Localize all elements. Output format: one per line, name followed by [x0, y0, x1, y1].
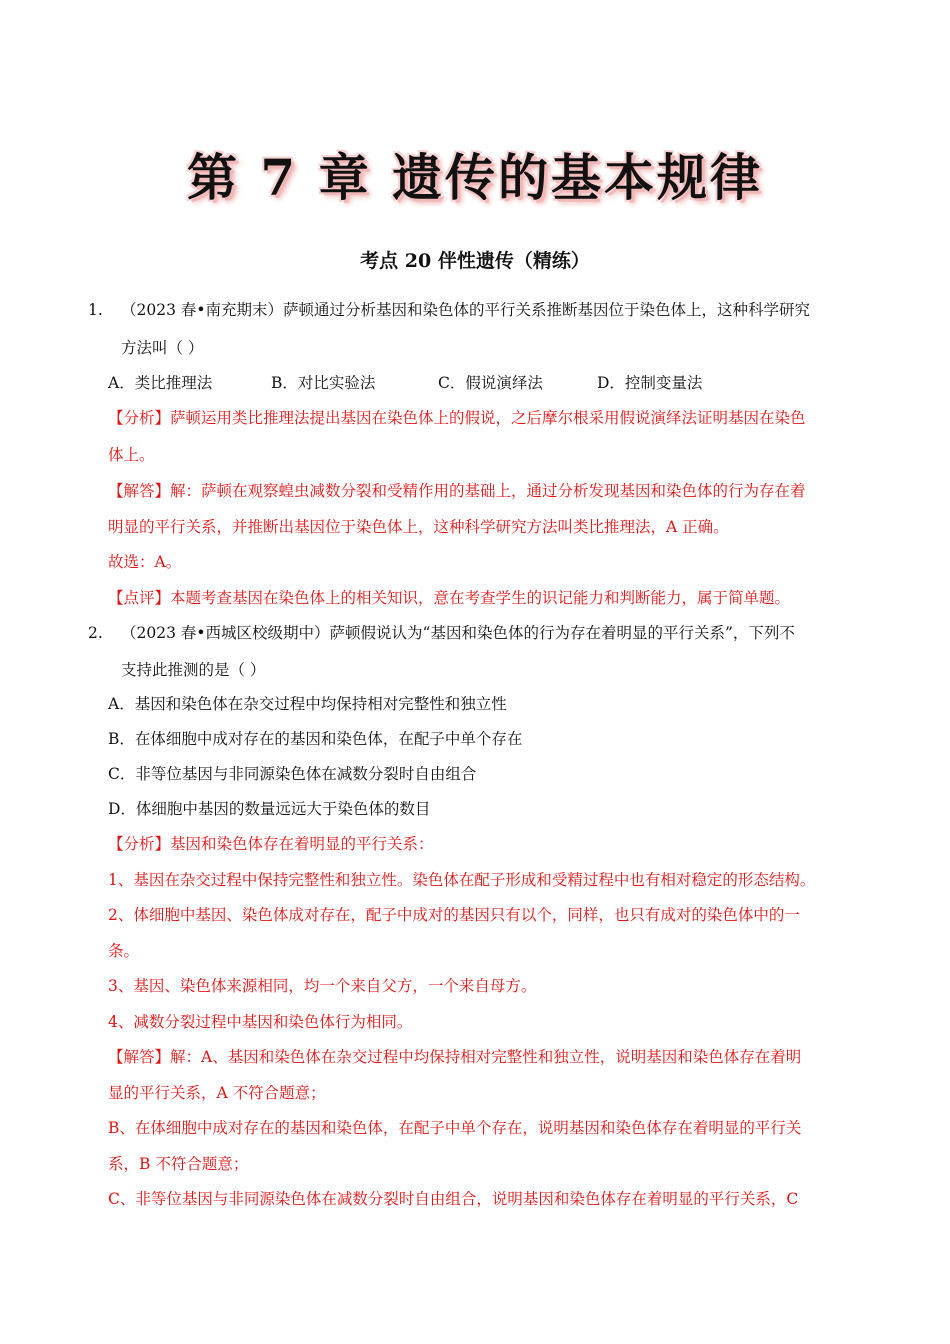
question-1-comment [108, 587, 790, 609]
question-1-answer [108, 480, 806, 502]
question-1-answer-cont: 明显的平行关系，并推断出基因位于染色体上，这种科学研究方法叫类比推理法，A 正确。 [108, 518, 729, 536]
analysis-point-3: 3、基因、染色体来源相同，均一个来自父方，一个来自母方。 [108, 977, 537, 995]
answer-text: 解：萨顿在观察蝗虫减数分裂和受精作用的基础上，通过分析发现基因和染色体的行为存在着 [170, 482, 806, 500]
section-title: 考点 20 伴性遗传（精练） [360, 250, 590, 272]
question-1-option-a[interactable]: A．类比推理法 [108, 374, 213, 392]
question-1-analysis-cont: 体上。 [108, 446, 155, 464]
answer-line-4: 系，B 不符合题意； [108, 1155, 249, 1173]
question-1-stem-cont: 方法叫（ ） [121, 339, 204, 357]
question-1-choice: 故选：A。 [108, 553, 182, 571]
analysis-tag: 【分析】 [108, 409, 171, 427]
analysis-tag: 【分析】 [108, 835, 171, 853]
question-2-stem-cont: 支持此推测的是（ ） [121, 661, 266, 679]
question-2-option-c[interactable]: C．非等位基因与非同源染色体在减数分裂时自由组合 [108, 765, 477, 783]
analysis-point-2: 2、体细胞中基因、染色体成对存在，配子中成对的基因只有以个，同样，也只有成对的染色体中的一 [108, 906, 800, 924]
question-1-analysis [108, 407, 806, 429]
question-2-answer [108, 1046, 801, 1068]
question-2-analysis [108, 833, 434, 855]
comment-text: 本题考查基因在染色体上的相关知识，意在考查学生的识记能力和判断能力，属于简单题。 [170, 589, 791, 607]
question-2-option-d[interactable]: D．体细胞中基因的数量远远大于染色体的数目 [108, 800, 431, 818]
analysis-point-4: 4、减数分裂过程中基因和染色体行为相同。 [108, 1013, 413, 1031]
question-1-option-c[interactable]: C．假说演绎法 [438, 374, 543, 392]
answer-line-2: 显的平行关系，A 不符合题意； [108, 1084, 326, 1102]
chapter-title: 第 7 章 遗传的基本规律 [186, 148, 763, 207]
analysis-point-1: 1、基因在杂交过程中保持完整性和独立性。染色体在配子形成和受精过程中也有相对稳定的形态结构。 [108, 871, 816, 889]
answer-line-3: B、在体细胞中成对存在的基因和染色体，在配子中单个存在，说明基因和染色体存在着明显的平行关 [108, 1119, 802, 1137]
answer-line-5: C、非等位基因与非同源染色体在减数分裂时自由组合，说明基因和染色体存在着明显的平行关系，C [108, 1190, 799, 1208]
comment-tag: 【点评】 [108, 589, 171, 607]
question-1-option-b[interactable]: B．对比实验法 [271, 374, 376, 392]
question-2-number: 2. [88, 624, 103, 642]
question-1-option-d[interactable]: D．控制变量法 [597, 374, 703, 392]
question-2-option-b[interactable]: B．在体细胞中成对存在的基因和染色体，在配子中单个存在 [108, 730, 523, 748]
analysis-text: 萨顿运用类比推理法提出基因在染色体上的假说，之后摩尔根采用假说演绎法证明基因在染色 [170, 409, 806, 427]
analysis-point-2-cont: 条。 [108, 942, 140, 960]
answer-tag: 【解答】 [108, 1048, 171, 1066]
question-1-number: 1. [88, 301, 103, 319]
question-2-stem: （2023 春•西城区校级期中）萨顿假说认为“基因和染色体的行为存在着明显的平行关系”，下列不 [121, 624, 795, 642]
question-1-stem: （2023 春•南充期末）萨顿通过分析基因和染色体的平行关系推断基因位于染色体上，这种科学研究 [121, 301, 811, 319]
analysis-text: 基因和染色体存在着明显的平行关系： [170, 835, 434, 853]
answer-text: 解：A、基因和染色体在杂交过程中均保持相对完整性和独立性，说明基因和染色体存在着明 [170, 1048, 802, 1066]
answer-tag: 【解答】 [108, 482, 171, 500]
question-2-option-a[interactable]: A．基因和染色体在杂交过程中均保持相对完整性和独立性 [108, 695, 507, 713]
